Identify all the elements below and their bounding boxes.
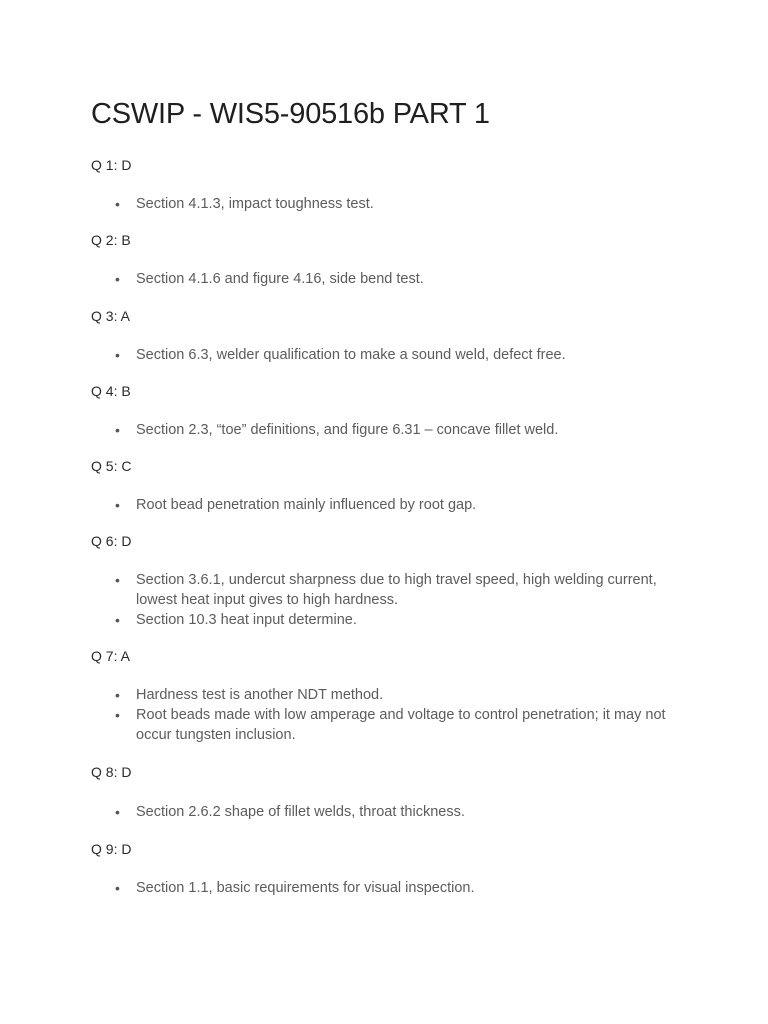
answer-note [115, 495, 691, 515]
bullet-icon: • [115, 196, 120, 212]
answer-notes [91, 570, 676, 630]
answer-note-text: Section 3.6.1, undercut sharpness due to high travel speed, high welding current, lowest heat input gives to high hardness. [136, 572, 657, 608]
answer-note-text: Root bead penetration mainly influenced by root gap. [136, 497, 477, 513]
question-list [91, 156, 691, 898]
question-heading: Q 8: D [91, 764, 132, 780]
answer-note-text: Root beads made with low amperage and voltage to control penetration; it may not occur tungsten inclusion. [136, 707, 666, 743]
answer-note-text: Section 1.1, basic requirements for visual inspection. [136, 880, 475, 896]
answer-note-text: Section 2.6.2 shape of fillet welds, throat thickness. [136, 804, 465, 820]
answer-notes [91, 420, 691, 440]
answer-note-text: Hardness test is another NDT method. [136, 687, 384, 703]
document-page [91, 94, 691, 898]
answer-notes [91, 194, 691, 214]
question-heading: Q 4: B [91, 383, 131, 399]
question-block [91, 763, 691, 822]
bullet-icon: • [115, 687, 120, 703]
question-block [91, 840, 691, 898]
answer-notes [91, 685, 676, 745]
answer-notes [91, 345, 691, 365]
answer-notes [91, 495, 691, 515]
answer-note [115, 705, 676, 745]
answer-note [115, 570, 676, 610]
question-block [91, 382, 691, 440]
question-heading: Q 6: D [91, 533, 132, 549]
bullet-icon: • [115, 707, 120, 723]
question-block [91, 647, 691, 745]
question-heading: Q 9: D [91, 841, 132, 857]
bullet-icon: • [115, 497, 120, 513]
answer-note-text: Section 4.1.3, impact toughness test. [136, 196, 374, 212]
answer-note [115, 345, 691, 365]
bullet-icon: • [115, 572, 120, 588]
question-heading: Q 3: A [91, 308, 130, 324]
question-block [91, 457, 691, 515]
answer-note-text: Section 6.3, welder qualification to make a sound weld, defect free. [136, 347, 566, 363]
question-block [91, 156, 691, 214]
answer-note [115, 802, 691, 822]
question-heading: Q 1: D [91, 157, 132, 173]
answer-notes [91, 802, 691, 822]
question-block [91, 532, 691, 630]
answer-note [115, 194, 691, 214]
answer-note [115, 878, 691, 898]
question-heading: Q 2: B [91, 232, 131, 248]
bullet-icon: • [115, 612, 120, 628]
answer-note-text: Section 4.1.6 and figure 4.16, side bend test. [136, 271, 424, 287]
question-heading: Q 7: A [91, 648, 130, 664]
bullet-icon: • [115, 347, 120, 363]
answer-note-text: Section 10.3 heat input determine. [136, 612, 357, 628]
question-block [91, 307, 691, 365]
answer-note [115, 269, 691, 289]
question-block [91, 231, 691, 289]
bullet-icon: • [115, 804, 120, 820]
answer-notes [91, 878, 691, 898]
question-heading: Q 5: C [91, 458, 132, 474]
bullet-icon: • [115, 422, 120, 438]
answer-note-text: Section 2.3, “toe” definitions, and figure 6.31 – concave fillet weld. [136, 422, 559, 438]
document-title: CSWIP - WIS5-90516b PART 1 [91, 98, 490, 130]
bullet-icon: • [115, 271, 120, 287]
answer-note [115, 685, 676, 705]
bullet-icon: • [115, 880, 120, 896]
answer-note [115, 420, 691, 440]
answer-note [115, 610, 676, 630]
answer-notes [91, 269, 691, 289]
